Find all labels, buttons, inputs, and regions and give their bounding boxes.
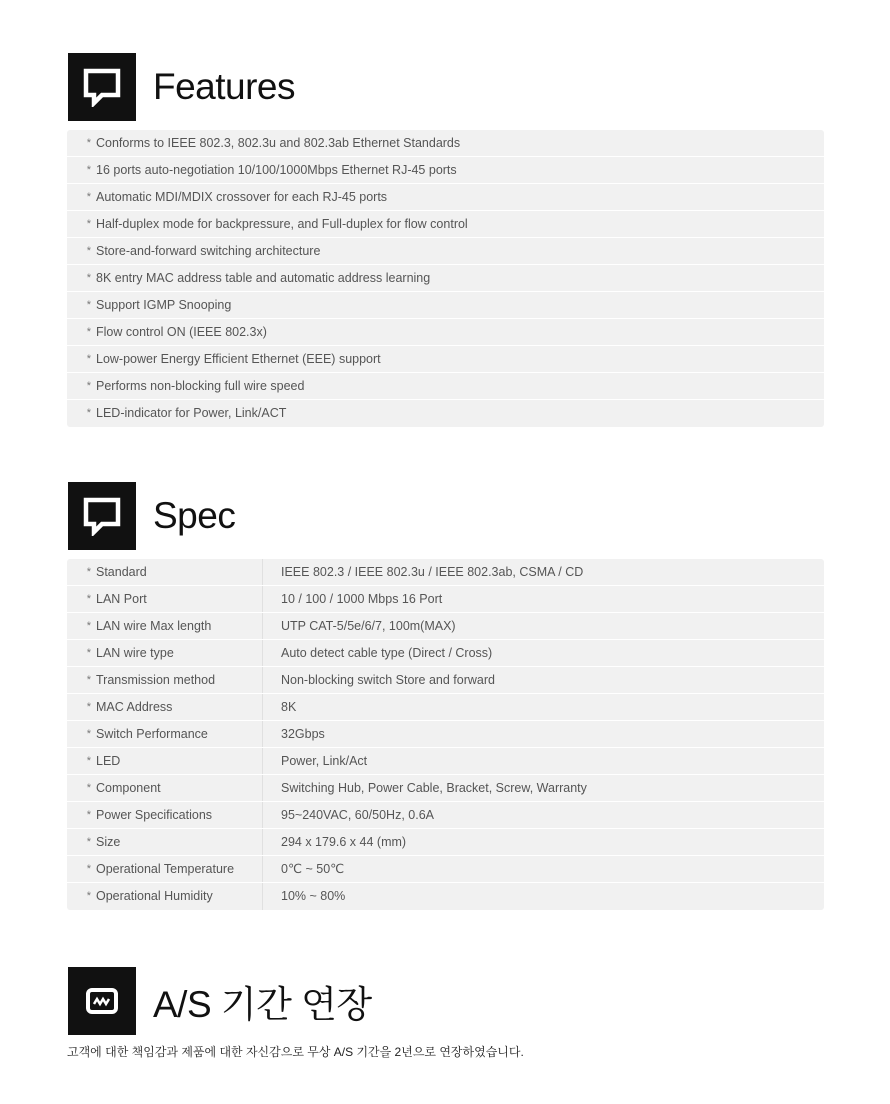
feature-text: Store-and-forward switching architecture xyxy=(96,244,321,258)
feature-row xyxy=(67,157,824,184)
spec-row xyxy=(67,694,824,721)
features-list xyxy=(67,130,824,427)
spec-value: 294 x 179.6 x 44 (mm) xyxy=(281,835,407,849)
spec-row xyxy=(67,748,824,775)
spec-row xyxy=(67,721,824,748)
spec-value: 95~240VAC, 60/50Hz, 0.6A xyxy=(281,808,434,822)
spec-label-cell xyxy=(67,667,263,693)
bullet: * xyxy=(86,782,91,794)
spec-row xyxy=(67,829,824,856)
spec-row xyxy=(67,586,824,613)
bullet: * xyxy=(86,809,91,821)
spec-label-cell xyxy=(67,694,263,720)
spec-label: LAN Port xyxy=(96,592,147,606)
feature-row xyxy=(67,400,824,427)
spec-value: UTP CAT-5/5e/6/7, 100m(MAX) xyxy=(281,619,456,633)
bullet: * xyxy=(86,674,91,686)
speech-bubble-icon xyxy=(68,53,136,121)
spec-label: Size xyxy=(96,835,121,849)
feature-text: Conforms to IEEE 802.3, 802.3u and 802.3ab Ethernet Standards xyxy=(96,136,461,150)
feature-row xyxy=(67,292,824,319)
spec-label-cell xyxy=(67,586,263,612)
feature-row xyxy=(67,238,824,265)
bullet: * xyxy=(86,164,91,176)
as-title: A/S 기간 연장 xyxy=(153,984,372,1025)
feature-text: Performs non-blocking full wire speed xyxy=(96,379,305,393)
spec-label-cell xyxy=(67,856,263,882)
spec-label: Operational Humidity xyxy=(96,889,213,903)
bullet: * xyxy=(86,566,91,578)
spec-label-cell xyxy=(67,775,263,801)
spec-value: 0℃ ~ 50℃ xyxy=(281,862,345,876)
spec-title: Spec xyxy=(153,495,236,536)
bullet: * xyxy=(86,380,91,392)
spec-label-cell xyxy=(67,613,263,639)
spec-label-cell xyxy=(67,802,263,828)
spec-label: Transmission method xyxy=(96,673,216,687)
feature-text: LED-indicator for Power, Link/ACT xyxy=(96,406,287,420)
as-description: 고객에 대한 책임감과 제품에 대한 자신감으로 무상 A/S 기간을 2년으로 연장하였습니다. xyxy=(67,1045,524,1059)
bullet: * xyxy=(86,299,91,311)
bullet: * xyxy=(86,353,91,365)
feature-text: Flow control ON (IEEE 802.3x) xyxy=(96,325,267,339)
bullet: * xyxy=(86,755,91,767)
bullet: * xyxy=(86,890,91,902)
spec-value: Auto detect cable type (Direct / Cross) xyxy=(281,646,493,660)
bullet: * xyxy=(86,137,91,149)
spec-value: IEEE 802.3 / IEEE 802.3u / IEEE 802.3ab, CSMA / CD xyxy=(281,565,584,579)
as-header xyxy=(68,967,372,1035)
bullet: * xyxy=(86,863,91,875)
spec-value: 8K xyxy=(281,700,297,714)
feature-text: 16 ports auto-negotiation 10/100/1000Mbps Ethernet RJ-45 ports xyxy=(96,163,457,177)
spec-label-cell xyxy=(67,829,263,855)
spec-label-cell xyxy=(67,883,263,910)
bullet: * xyxy=(86,407,91,419)
feature-text: Automatic MDI/MDIX crossover for each RJ-45 ports xyxy=(96,190,388,204)
spec-label: LAN wire Max length xyxy=(96,619,212,633)
spec-header xyxy=(68,482,235,550)
spec-label: Power Specifications xyxy=(96,808,213,822)
bullet: * xyxy=(86,191,91,203)
bullet: * xyxy=(86,620,91,632)
spec-label: LAN wire type xyxy=(96,646,174,660)
spec-value: 10 / 100 / 1000 Mbps 16 Port xyxy=(281,592,443,606)
spec-row xyxy=(67,613,824,640)
bullet: * xyxy=(86,701,91,713)
bullet: * xyxy=(86,245,91,257)
spec-row xyxy=(67,559,824,586)
spec-row xyxy=(67,775,824,802)
spec-row xyxy=(67,802,824,829)
features-title: Features xyxy=(153,66,296,107)
feature-row xyxy=(67,346,824,373)
feature-text: Support IGMP Snooping xyxy=(96,298,232,312)
feature-row xyxy=(67,265,824,292)
spec-value: Non-blocking switch Store and forward xyxy=(281,673,495,687)
feature-row xyxy=(67,184,824,211)
spec-value: 32Gbps xyxy=(281,727,325,741)
bullet: * xyxy=(86,272,91,284)
spec-value: Switching Hub, Power Cable, Bracket, Screw, Warranty xyxy=(281,781,587,795)
bullet: * xyxy=(86,593,91,605)
speech-bubble-icon xyxy=(68,482,136,550)
bullet: * xyxy=(86,647,91,659)
spec-label-cell xyxy=(67,748,263,774)
spec-label: MAC Address xyxy=(96,700,173,714)
spec-table xyxy=(67,559,824,910)
spec-row xyxy=(67,856,824,883)
spec-label-cell xyxy=(67,640,263,666)
spec-label-cell xyxy=(67,721,263,747)
spec-row xyxy=(67,883,824,910)
bullet: * xyxy=(86,728,91,740)
bullet: * xyxy=(86,326,91,338)
feature-row xyxy=(67,211,824,238)
spec-row xyxy=(67,667,824,694)
feature-text: Half-duplex mode for backpressure, and Full-duplex for flow control xyxy=(96,217,468,231)
feature-row xyxy=(67,319,824,346)
bullet: * xyxy=(86,218,91,230)
features-header xyxy=(68,53,295,121)
feature-row xyxy=(67,130,824,157)
spec-label: Switch Performance xyxy=(96,727,208,741)
spec-row xyxy=(67,640,824,667)
spec-label: Standard xyxy=(96,565,147,579)
feature-text: 8K entry MAC address table and automatic address learning xyxy=(96,271,431,285)
chat-dots-icon xyxy=(68,967,136,1035)
spec-label: Component xyxy=(96,781,161,795)
spec-label: Operational Temperature xyxy=(96,862,235,876)
feature-row xyxy=(67,373,824,400)
spec-value: Power, Link/Act xyxy=(281,754,368,768)
spec-value: 10% ~ 80% xyxy=(281,889,346,903)
feature-text: Low-power Energy Efficient Ethernet (EEE) support xyxy=(96,352,381,366)
spec-label-cell xyxy=(67,559,263,585)
spec-label: LED xyxy=(96,754,121,768)
bullet: * xyxy=(86,836,91,848)
